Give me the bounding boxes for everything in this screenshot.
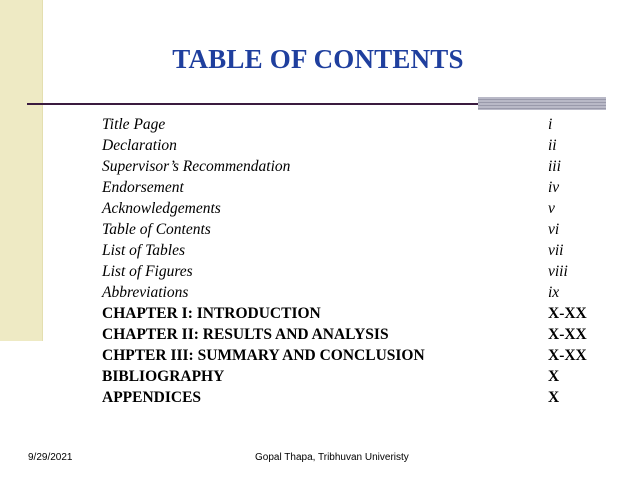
toc-entry-label: CHAPTER I: INTRODUCTION	[102, 305, 321, 322]
title-underline-accent-block	[478, 97, 606, 110]
toc-entry-page: viii	[548, 263, 568, 280]
toc-entry	[102, 135, 602, 156]
toc-entry-page: ix	[548, 284, 560, 301]
slide-title	[0, 44, 638, 75]
toc-entry	[102, 282, 602, 303]
toc-entry	[102, 219, 602, 240]
title-underline	[27, 103, 478, 105]
toc-entry	[102, 261, 602, 282]
toc-entry	[102, 303, 602, 324]
toc-entry-page: i	[548, 116, 553, 133]
footer-date: 9/29/2021	[28, 452, 73, 463]
toc-entry-label: APPENDICES	[102, 389, 202, 406]
toc-entry-page: iii	[548, 158, 561, 175]
toc-entry-page: ii	[548, 137, 557, 154]
toc-entry-label: Table of Contents	[102, 221, 211, 238]
toc-entry-label: BIBLIOGRAPHY	[102, 368, 225, 385]
toc-entry-label: Supervisor’s Recommendation	[102, 158, 291, 175]
toc-entry-page: vi	[548, 221, 560, 238]
toc-entry-label: Endorsement	[102, 179, 184, 196]
toc-entry-page: vii	[548, 242, 564, 259]
toc-entry	[102, 366, 602, 387]
toc-entry-page: X-XX	[548, 347, 587, 364]
toc-entry-page: X	[548, 389, 560, 406]
toc-entry-label: Abbreviations	[102, 284, 189, 301]
toc-entry	[102, 198, 602, 219]
toc-entry	[102, 114, 602, 135]
toc-entry	[102, 177, 602, 198]
toc-entry-page: X-XX	[548, 326, 587, 343]
table-of-contents-list	[102, 114, 602, 408]
toc-entry-page: v	[548, 200, 555, 217]
toc-entry-label: Declaration	[102, 137, 177, 154]
toc-entry-label: List of Figures	[102, 263, 193, 280]
toc-entry	[102, 240, 602, 261]
toc-entry-label: Title Page	[102, 116, 166, 133]
toc-entry-page: X	[548, 368, 560, 385]
toc-entry-label: Acknowledgements	[102, 200, 221, 217]
toc-entry-label: List of Tables	[102, 242, 185, 259]
toc-entry	[102, 324, 602, 345]
toc-entry-page: X-XX	[548, 305, 587, 322]
toc-entry	[102, 387, 602, 408]
footer-author: Gopal Thapa, Tribhuvan Univeristy	[255, 452, 409, 463]
toc-entry-page: iv	[548, 179, 560, 196]
toc-entry-label: CHAPTER II: RESULTS AND ANALYSIS	[102, 326, 389, 343]
toc-entry	[102, 345, 602, 366]
toc-entry	[102, 156, 602, 177]
toc-entry-label: CHPTER III: SUMMARY AND CONCLUSION	[102, 347, 425, 364]
slide-title-text: TABLE OF CONTENTS	[172, 44, 464, 74]
